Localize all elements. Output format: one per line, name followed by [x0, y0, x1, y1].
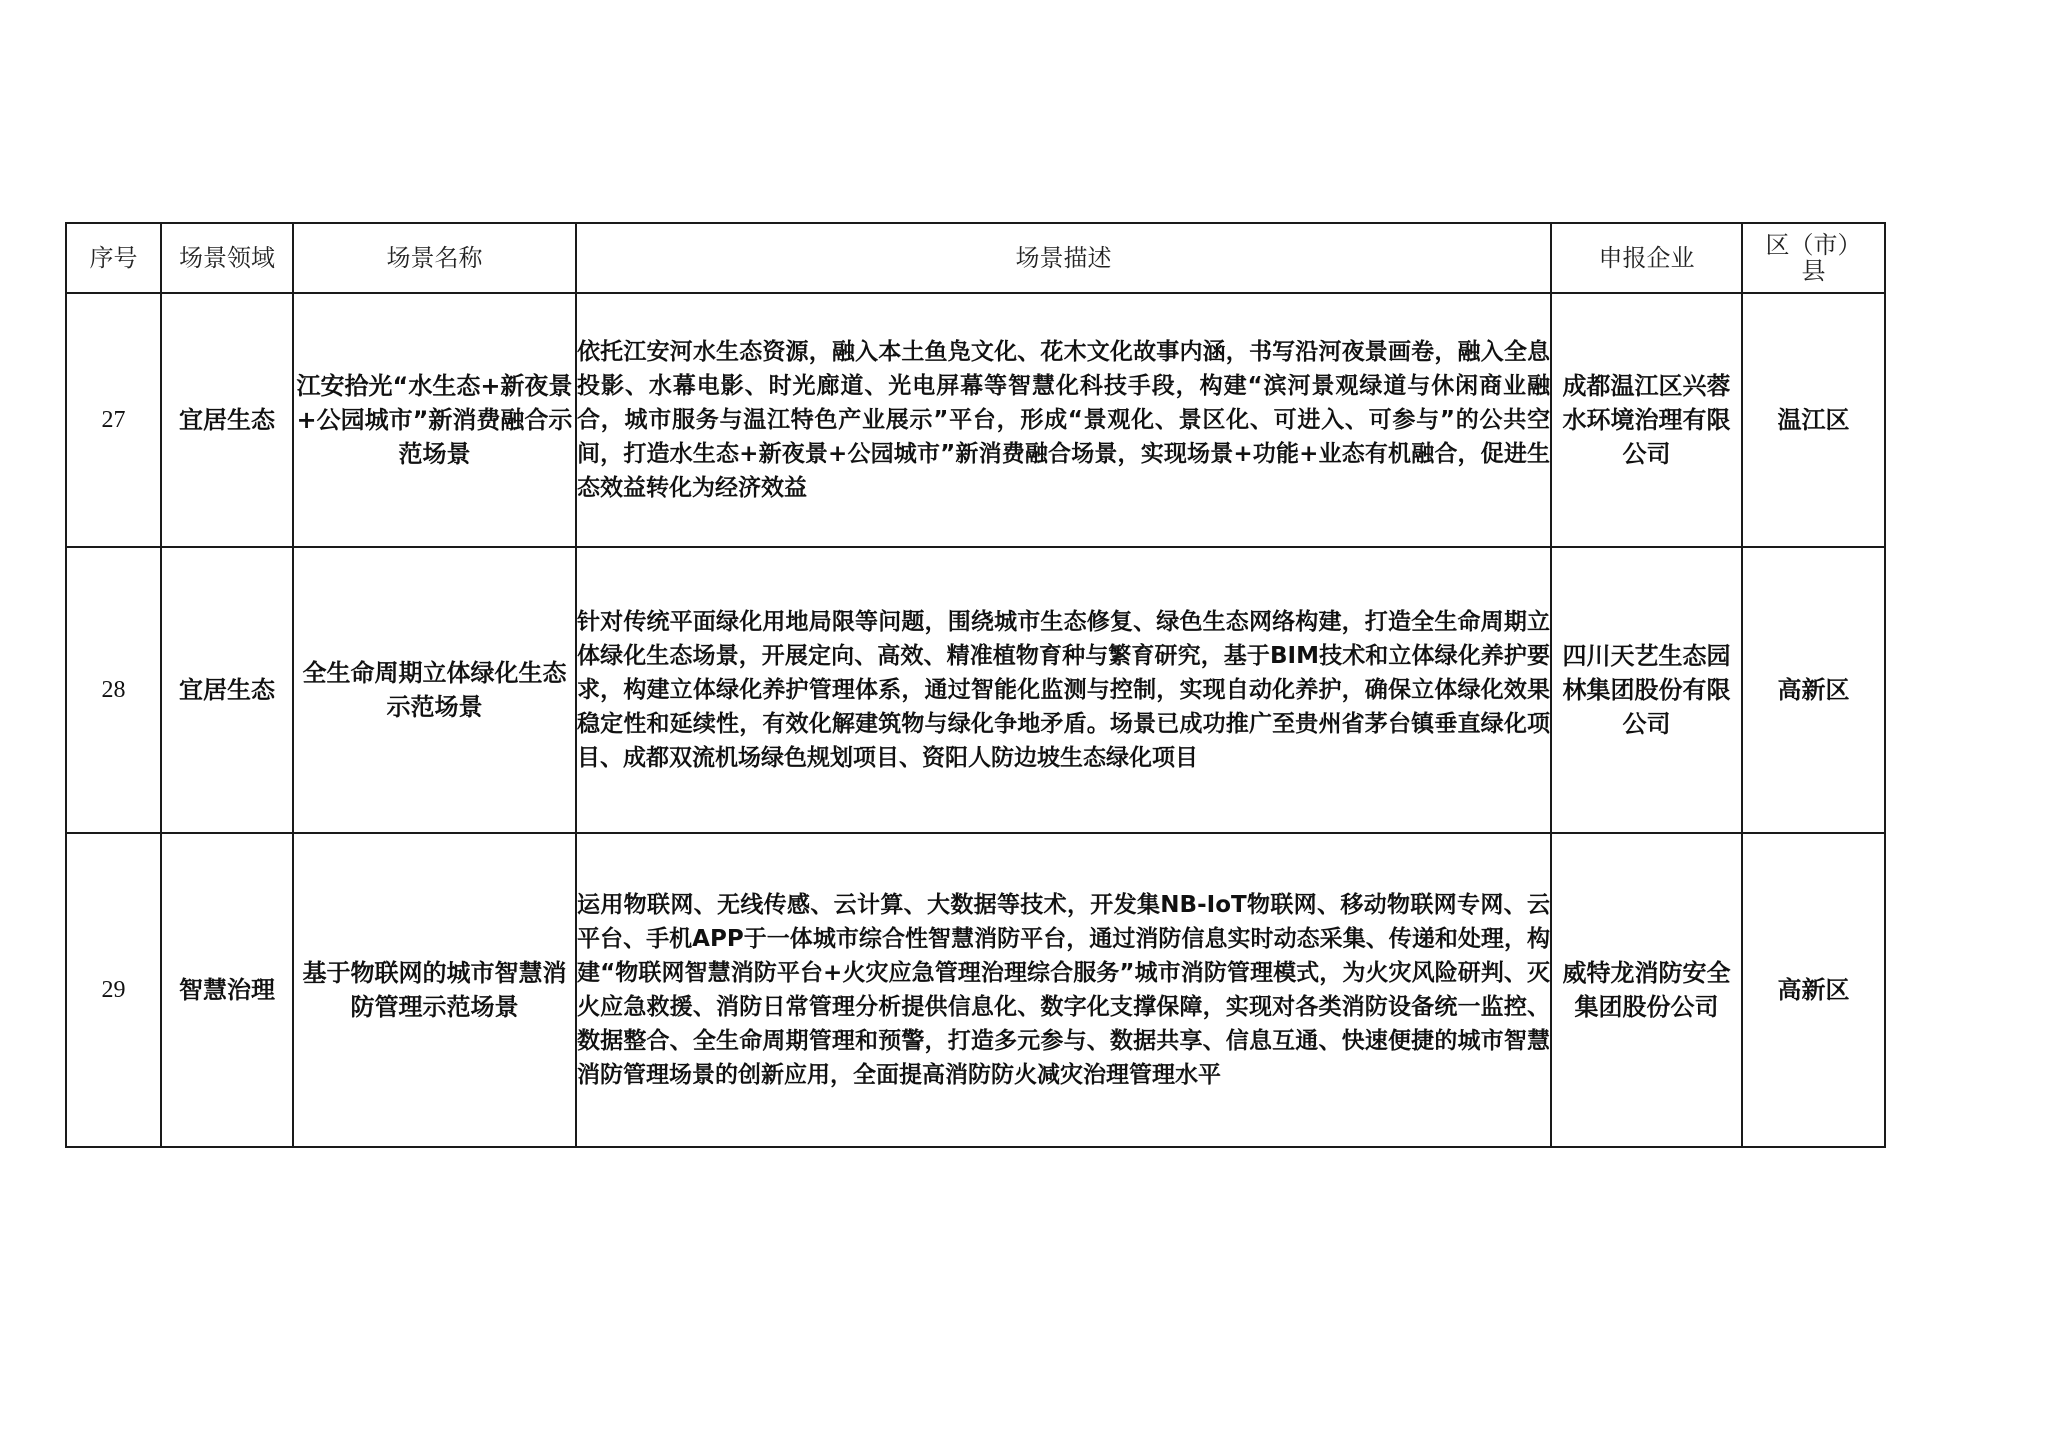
row-company: 成都温江区兴蓉水环境治理有限公司 [1551, 293, 1742, 547]
header-domain: 场景领域 [161, 223, 293, 293]
row-domain: 宜居生态 [161, 293, 293, 547]
row-district: 温江区 [1742, 293, 1885, 547]
table-row [66, 293, 1885, 547]
row-name: 全生命周期立体绿化生态示范场景 [293, 547, 576, 833]
row-name: 基于物联网的城市智慧消防管理示范场景 [293, 833, 576, 1147]
row-desc: 针对传统平面绿化用地局限等问题，围绕城市生态修复、绿色生态网络构建，打造全生命周期立体绿化生态场景，开展定向、高效、精准植物育种与繁育研究，基于BIM技术和立体绿化养护要求，构建立体绿化养护管理体系，通过智能化监测与控制，实现自动化养护，确保立体绿化效果稳定性和延续性，有效化解建筑物与绿化争地矛盾。场景已成功推广至贵州省茅台镇垂直绿化项目、成都双流机场绿色规划项目、资阳人防边坡生态绿化项目 [576, 547, 1551, 833]
header-name: 场景名称 [293, 223, 576, 293]
header-desc: 场景描述 [576, 223, 1551, 293]
row-seq: 28 [66, 547, 161, 833]
row-domain: 智慧治理 [161, 833, 293, 1147]
row-desc: 运用物联网、无线传感、云计算、大数据等技术，开发集NB-IoT物联网、移动物联网专网、云平台、手机APP于一体城市综合性智慧消防平台，通过消防信息实时动态采集、传递和处理，构建“物联网智慧消防平台+火灾应急管理治理综合服务”城市消防管理模式，为火灾风险研判、灭火应急救援、消防日常管理分析提供信息化、数字化支撑保障，实现对各类消防设备统一监控、数据整合、全生命周期管理和预警，打造多元参与、数据共享、信息互通、快速便捷的城市智慧消防管理场景的创新应用，全面提高消防防火减灾治理管理水平 [576, 833, 1551, 1147]
row-seq: 29 [66, 833, 161, 1147]
row-district: 高新区 [1742, 833, 1885, 1147]
header-district [1742, 223, 1885, 293]
scene-table [65, 222, 1886, 1148]
row-district: 高新区 [1742, 547, 1885, 833]
table-row [66, 833, 1885, 1147]
header-seq: 序号 [66, 223, 161, 293]
header-district-label: 区（市）县 [1765, 231, 1862, 285]
row-company: 威特龙消防安全集团股份公司 [1551, 833, 1742, 1147]
table-header-row [66, 223, 1885, 293]
table-row [66, 547, 1885, 833]
row-domain: 宜居生态 [161, 547, 293, 833]
row-name: 江安拾光“水生态+新夜景+公园城市”新消费融合示范场景 [293, 293, 576, 547]
header-company: 申报企业 [1551, 223, 1742, 293]
row-company: 四川天艺生态园林集团股份有限公司 [1551, 547, 1742, 833]
row-desc: 依托江安河水生态资源，融入本土鱼凫文化、花木文化故事内涵，书写沿河夜景画卷，融入全息投影、水幕电影、时光廊道、光电屏幕等智慧化科技手段，构建“滨河景观绿道与休闲商业融合，城市服务与温江特色产业展示”平台，形成“景观化、景区化、可进入、可参与”的公共空间，打造水生态+新夜景+公园城市”新消费融合场景，实现场景+功能+业态有机融合，促进生态效益转化为经济效益 [576, 293, 1551, 547]
row-seq: 27 [66, 293, 161, 547]
